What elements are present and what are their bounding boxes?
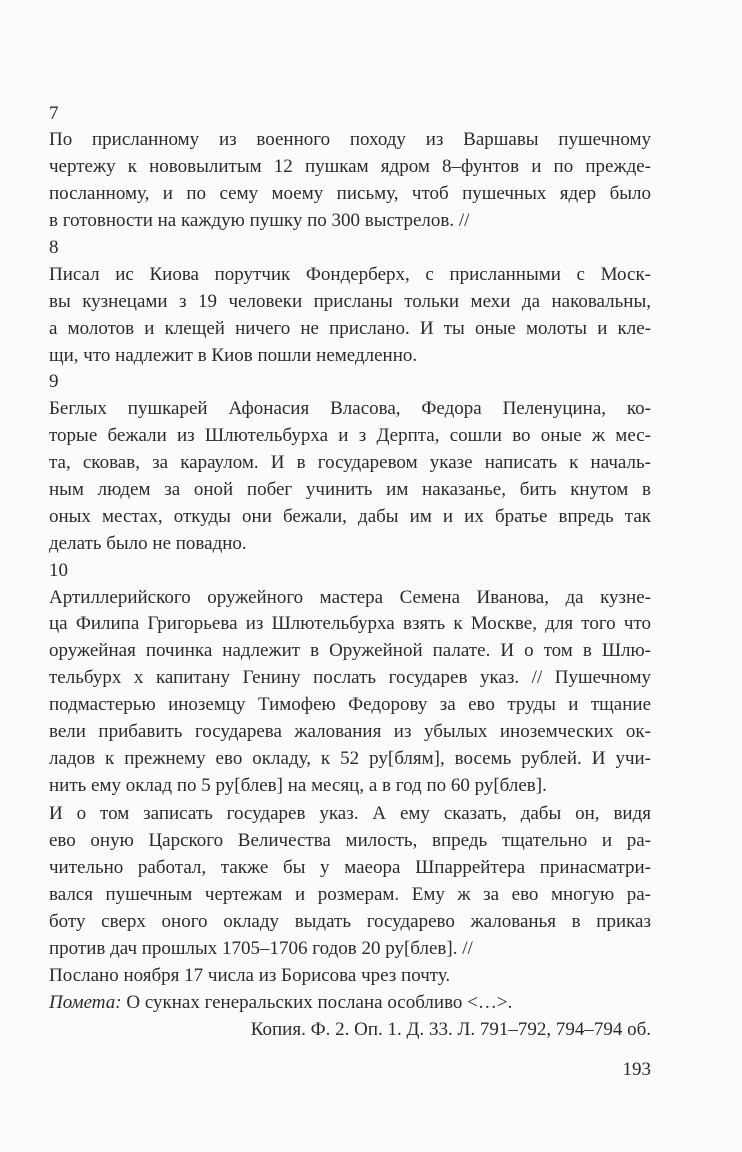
text-line: Писал ис Киова порутчик Фондерберх, с присланными с Моск- <box>49 264 651 285</box>
sent-line: Послано ноября 17 числа из Борисова чрез почту. <box>49 965 451 986</box>
text-line: делать было не повадно. <box>49 533 247 554</box>
text-line: вели прибавить государева жалования из убылых иноземческих ок- <box>49 721 651 742</box>
text-line: щи, что надлежит в Киов пошли немедленно. <box>49 345 418 366</box>
text-line: Беглых пушкарей Афонасия Власова, Федора Пеленуцина, ко- <box>49 398 651 419</box>
text-line: тельбурх х капитану Генину послать государев указ. // Пушечному <box>49 667 651 688</box>
section-number: 10 <box>49 560 68 581</box>
text-line: боту сверх оного окладу выдать государево жалованья в приказ <box>49 911 651 932</box>
text-line: И о том записать государев указ. А ему сказать, дабы он, видя <box>49 803 651 824</box>
text-line: а молотов и клещей ничего не прислано. И ты оные молоты и кле- <box>49 318 651 339</box>
text-line: против дач прошлых 1705–1706 годов 20 ру[блев]. // <box>49 938 473 959</box>
archive-source: Копия. Ф. 2. Оп. 1. Д. 33. Л. 791–792, 794–794 об. <box>250 1019 651 1040</box>
note-label: Помета: <box>49 992 122 1013</box>
text-line: ца Филипа Григорьева из Шлютельбурха взять к Москве, для того что <box>49 613 651 634</box>
text-line: ным людем за оной побег учинить им наказанье, бить кнутом в <box>49 479 651 500</box>
section-number: 7 <box>49 103 59 124</box>
text-line: оных местах, откуды они бежали, дабы им и их братье впредь так <box>49 506 651 527</box>
text-line: ево оную Царского Величества милость, впредь тщательно и ра- <box>49 830 651 851</box>
text-line: чертежу к нововылитым 12 пушкам ядром 8–фунтов и по преждe- <box>49 156 651 177</box>
page-number: 193 <box>622 1059 651 1080</box>
section-number: 9 <box>49 371 59 392</box>
note-text: О сукнах генеральских послана особливо <…>. <box>121 992 513 1013</box>
text-line: та, сковав, за караулом. И в государевом указе написать к началь- <box>49 452 651 473</box>
text-line: По присланному из военного походу из Варшавы пушечному <box>49 129 651 150</box>
text-line: торые бежали из Шлютельбурха и з Дерпта, сошли во оные ж мес- <box>49 425 651 446</box>
note-line <box>49 991 651 1014</box>
text-line: чительно работал, также бы у маеора Шпаррейтера принасматри- <box>49 857 651 878</box>
text-line: посланному, и по сему моему письму, чтоб пушечных ядер было <box>49 183 651 204</box>
section-number: 8 <box>49 237 59 258</box>
text-line: вался пушечным чертежам и розмерам. Ему ж за ево многую ра- <box>49 884 651 905</box>
text-line: в готовности на каждую пушку по 300 выстрелов. // <box>49 210 470 231</box>
text-line: нить ему оклад по 5 ру[блев] на месяц, а в год по 60 ру[блев]. <box>49 775 547 796</box>
text-line: подмастерью иноземцу Тимофею Федорову за ево труды и тщание <box>49 694 651 715</box>
text-line: оружейная починка надлежит в Оружейной палате. И о том в Шлю- <box>49 640 651 661</box>
text-line: ладов к прежнему ево окладу, к 52 ру[блям], восемь рублей. И учи- <box>49 748 651 769</box>
text-line: вы кузнецами з 19 человеки присланы тольки мехи да наковальны, <box>49 291 651 312</box>
text-line: Артиллерийского оружейного мастера Семена Иванова, да кузне- <box>49 587 651 608</box>
